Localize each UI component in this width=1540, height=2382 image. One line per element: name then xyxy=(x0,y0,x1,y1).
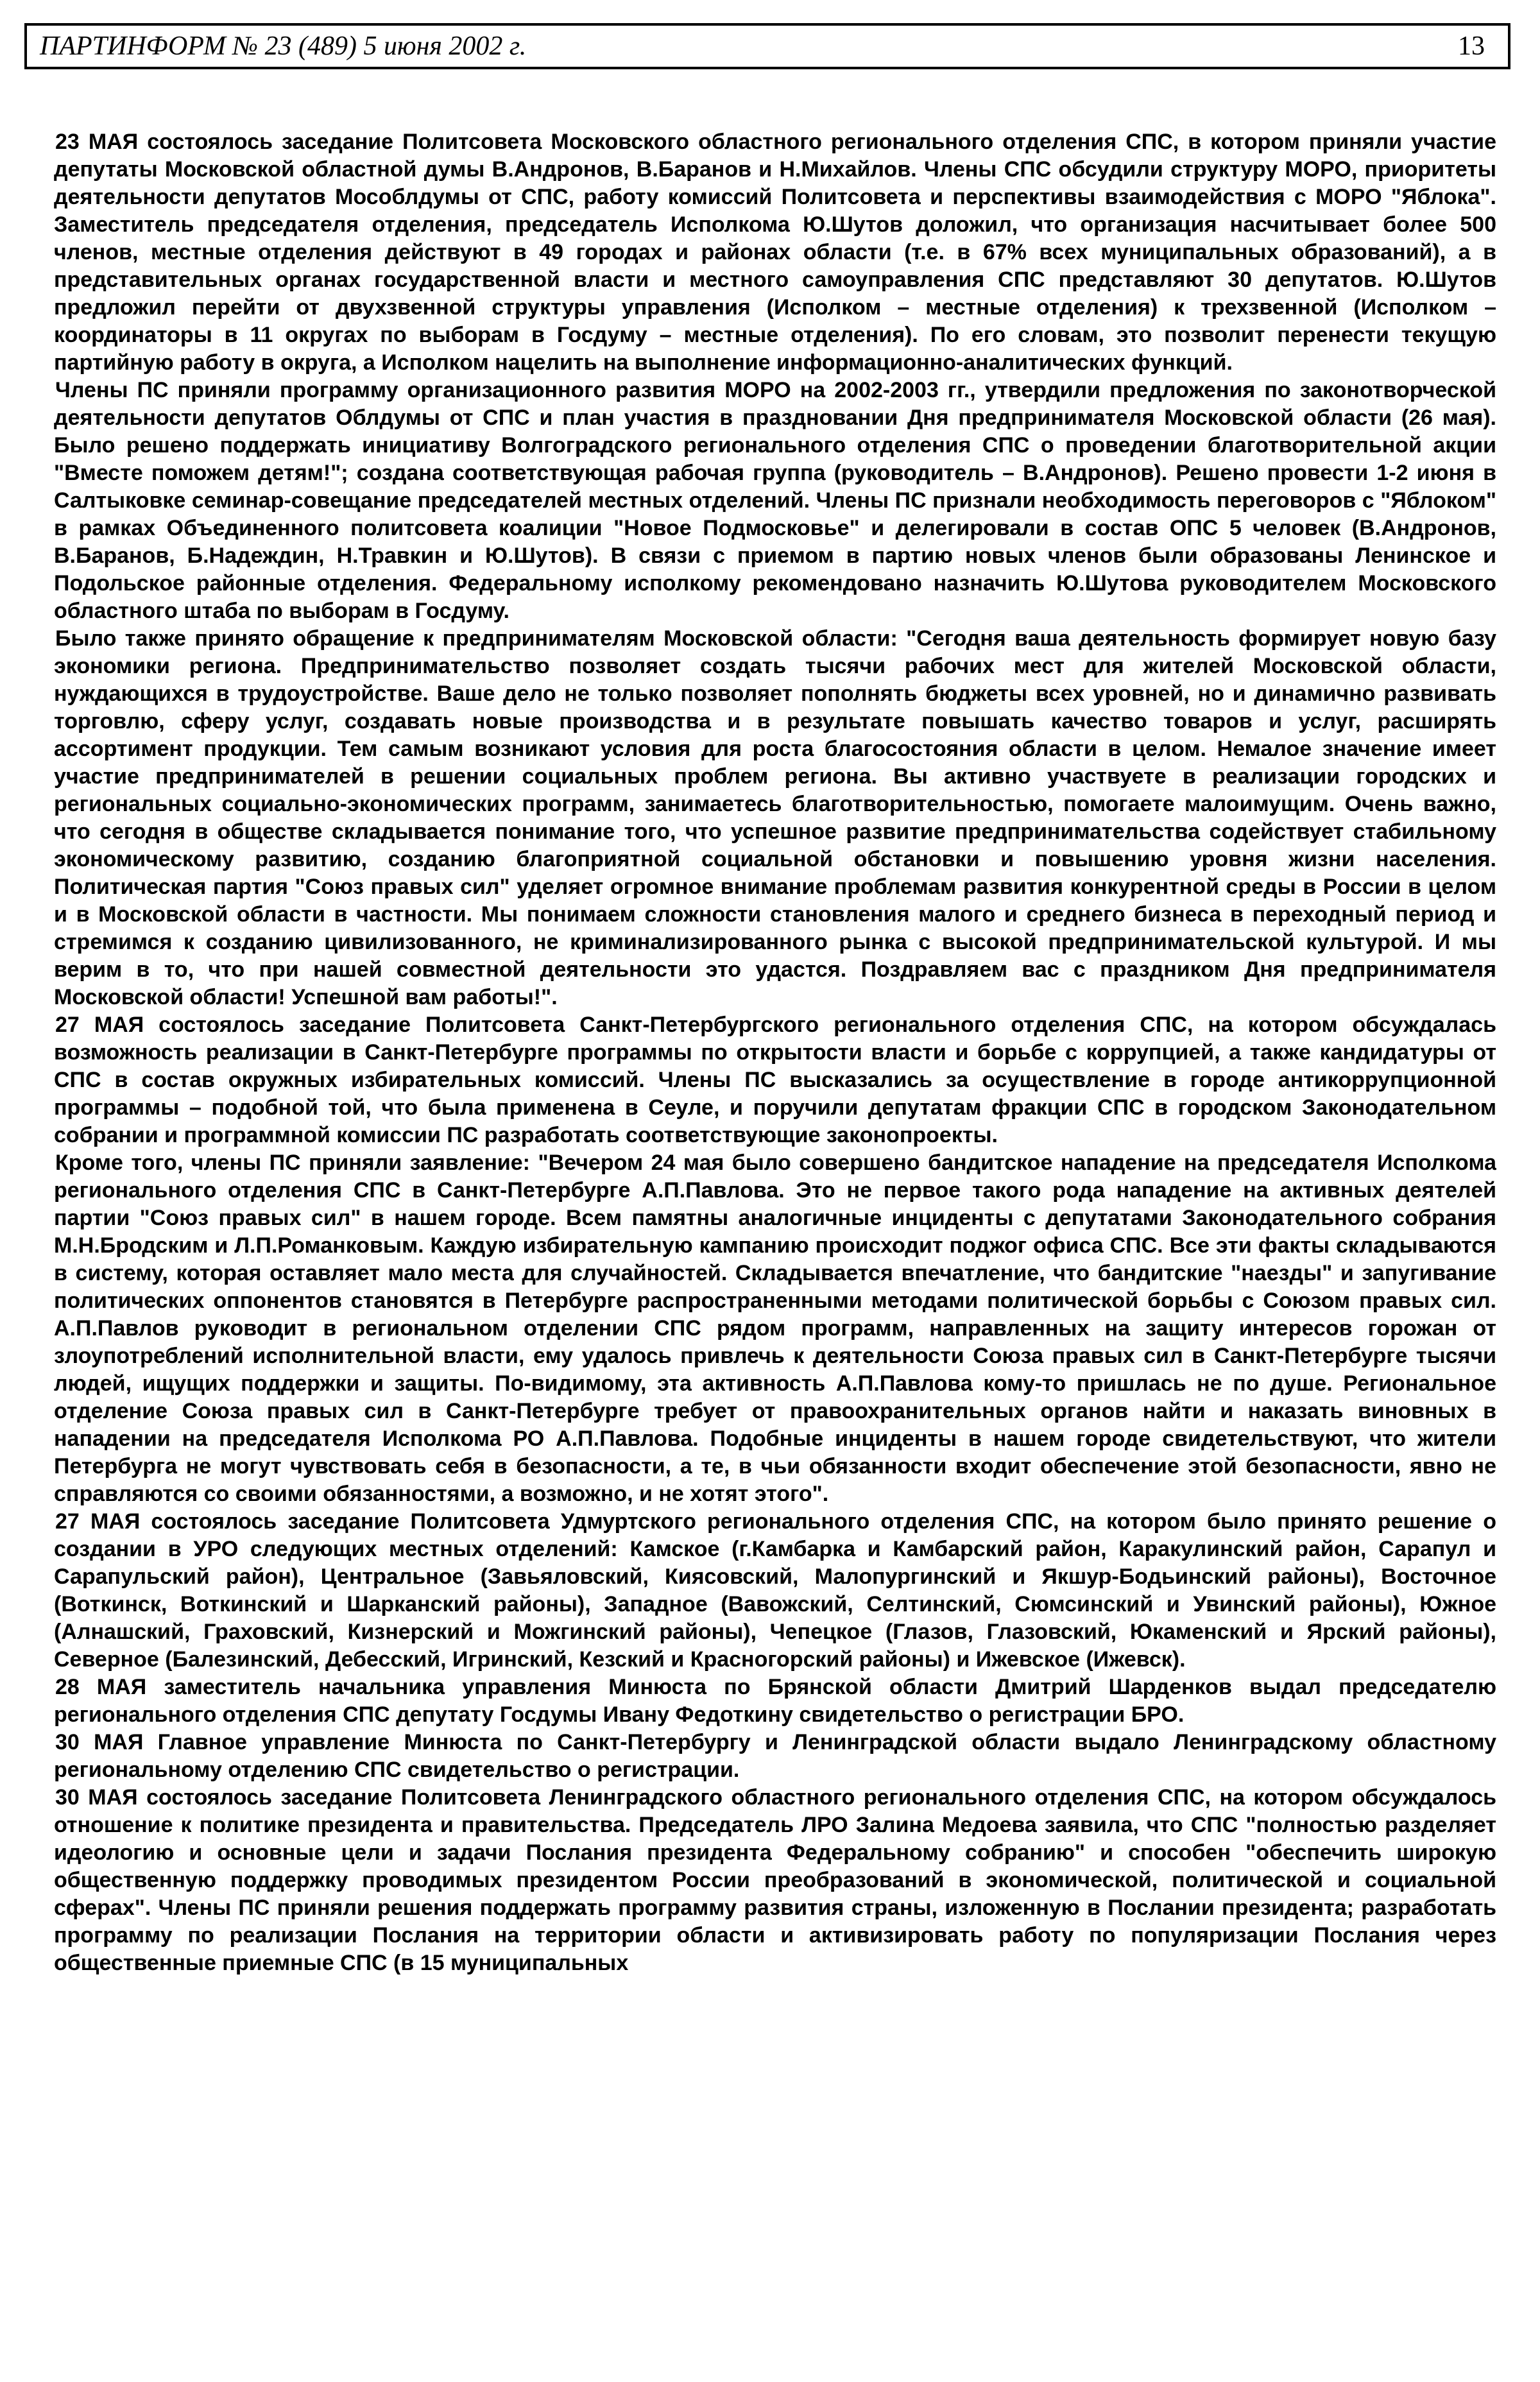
paragraph-udmurt-meeting: 27 МАЯ состоялось заседание Политсовета Удмуртского регионального отделения СПС, на котором было принято решение о создании в УРО следующих местных отделений: Камское (г.Камбарка и Камбарский район, Каракулинский район, Сарапул и Сарапульский район), Центральное (Завьяловский, Киясовский, Малопургинский и Якшур-Бодьинский районы), Восточное (Воткинск, Воткинский и Шарканский районы), Западное (Вавожский, Селтинский, Сюмсинский и Увинский районы), Южное (Алнашский, Граховский, Кизнерский и Можгинский районы), Чепецкое (Глазов, Глазовский, Юкаменский и Ярский районы), Северное (Балезинский, Дебесский, Игринский, Кезский и Красногорский районы) и Ижевское (Ижевск). xyxy=(54,1509,1496,1672)
paragraph-moscow-oblast-meeting: 23 МАЯ состоялось заседание Политсовета Московского областного регионального отделения СПС, в котором приняли участие депутаты Московской областной думы В.Андронов, В.Баранов и Н.Михайлов. Члены СПС обсудили структуру МОРО, приоритеты деятельности депутатов Мособлдумы от СПС, работу комиссий Политсовета и перспективы взаимодействия с МОРО "Яблока". Заместитель председателя отделения, председатель Исполкома Ю.Шутов доложил, что организация насчитывает более 500 членов, местные отделения действуют в 49 городах и районах области (т.е. в 67% всех муниципальных образований), а в представительных органах государственной власти и местного самоуправления СПС представляют 30 депутатов. Ю.Шутов предложил перейти от двухзвенной структуры управления (Исполком – местные отделения) к трехзвенной (Исполком – координаторы в 11 округах по выборам в Госдуму – местные отделения). По его словам, это позволит перенести текущую партийную работу в округа, а Исполком нацелить на выполнение информационно-аналитических функций. xyxy=(54,130,1496,375)
paragraph-bryansk-registration: 28 МАЯ заместитель начальника управления Минюста по Брянской области Дмитрий Шарденков выдал председателю регионального отделения СПС депутату Госдумы Ивану Федоткину свидетельство о регистрации БРО. xyxy=(54,1675,1496,1727)
article-body xyxy=(54,128,1496,2361)
page-number: 13 xyxy=(1458,31,1485,61)
paragraph-leningrad-meeting: 30 МАЯ состоялось заседание Политсовета Ленинградского областного регионального отделения СПС, на котором обсуждалось отношение к политике президента и правительства. Председатель ЛРО Залина Медоева заявила, что СПС "полностью разделяет идеологию и основные цели и задачи Послания президента Федеральному собранию" и способен "обеспечить широкую общественную поддержку проводимых президентом России преобразований в экономической, политической и социальной сферах". Члены ПС приняли решения поддержать программу развития страны, изложенную в Послании президента; разработать программу по реализации Послания на территории области и активизировать работу по популяризации Послания через общественные приемные СПС (в 15 муниципальных xyxy=(54,1785,1496,1975)
paragraph-moscow-oblast-decisions: Члены ПС приняли программу организационного развития МОРО на 2002-2003 гг., утвердили предложения по законотворческой деятельности депутатов Облдумы от СПС и план участия в праздновании Дня предпринимателя Московской области (26 мая). Было решено поддержать инициативу Волгоградского регионального отделения СПС о проведении благотворительной акции "Вместе поможем детям!"; создана соответствующая рабочая группа (руководитель – В.Андронов). Решено провести 1-2 июня в Салтыковке семинар-совещание председателей местных отделений. Члены ПС признали необходимость переговоров с "Яблоком" в рамках Объединенного политсовета коалиции "Новое Подмосковье" и делегировали в состав ОПС 5 человек (В.Андронов, В.Баранов, Б.Надеждин, Н.Травкин и Ю.Шутов). В связи с приемом в партию новых членов были образованы Ленинское и Подольское районные отделения. Федеральному исполкому рекомендовано назначить Ю.Шутова руководителем Московского областного штаба по выборам в Госдуму. xyxy=(54,378,1496,623)
paragraph-spb-statement: Кроме того, члены ПС приняли заявление: "Вечером 24 мая было совершено бандитское нападение на председателя Исполкома регионального отделения СПС в Санкт-Петербурге А.П.Павлова. Это не первое такого рода нападение на активных деятелей партии "Союз правых сил" в нашем городе. Всем памятны аналогичные инциденты с депутатами Законодательного собрания М.Н.Бродским и Л.П.Романковым. Каждую избирательную кампанию происходит поджог офиса СПС. Все эти факты складываются в систему, которая оставляет мало места для случайностей. Складывается впечатление, что бандитские "наезды" и запугивание политических оппонентов становятся в Петербурге распространенными методами политической борьбы с Союзом правых сил. А.П.Павлов руководит в региональном отделении СПС рядом программ, направленных на защиту интересов горожан от злоупотреблений исполнительной власти, ему удалось привлечь к деятельности Союза правых сил в Санкт-Петербурге тысячи людей, ищущих поддержки и защиты. По-видимому, эта активность А.П.Павлова кому-то пришлась не по душе. Региональное отделение Союза правых сил в Санкт-Петербурге требует от правоохранительных органов найти и наказать виновных в нападении на председателя Исполкома РО А.П.Павлова. Подобные инциденты в нашем городе свидетельствуют, что жители Петербурга не могут чувствовать себя в безопасности, а те, в чьи обязанности входит обеспечение этой безопасности, явно не справляются со своими обязанностями, а возможно, и не хотят этого". xyxy=(54,1151,1496,1506)
publication-title: ПАРТИНФОРМ № 23 (489) 5 июня 2002 г. xyxy=(40,31,527,61)
page-header xyxy=(24,23,1510,69)
paragraph-spb-meeting: 27 МАЯ состоялось заседание Политсовета Санкт-Петербургского регионального отделения СПС, на котором обсуждалась возможность реализации в Санкт-Петербурге программы по открытости власти и борьбе с коррупцией, а также кандидатуры от СПС в состав окружных избирательных комиссий. Члены ПС высказались за осуществление в городе антикоррупционной программы – подобной той, что была применена в Сеуле, и поручили депутатам фракции СПС в городском Законодательном собрании и программной комиссии ПС разработать соответствующие законопроекты. xyxy=(54,1013,1496,1147)
paragraph-entrepreneurs-appeal: Было также принято обращение к предпринимателям Московской области: "Сегодня ваша деятельность формирует новую базу экономики региона. Предпринимательство позволяет создать тысячи рабочих мест для жителей Московской области, нуждающихся в трудоустройстве. Ваше дело не только позволяет пополнять бюджеты всех уровней, но и динамично развивать торговлю, сферу услуг, создавать новые производства и в результате повышать качество товаров и услуг, расширять ассортимент продукции. Тем самым возникают условия для роста благосостояния области в целом. Немалое значение имеет участие предпринимателей в решении социальных проблем региона. Вы активно участвуете в реализации городских и региональных социально-экономических программ, занимаетесь благотворительностью, помогаете малоимущим. Очень важно, что сегодня в обществе складывается понимание того, что успешное развитие предпринимательства содействует стабильному экономическому развитию, созданию благоприятной социальной обстановки и повышению уровня жизни населения. Политическая партия "Союз правых сил" уделяет огромное внимание проблемам развития конкурентной среды в России в целом и в Московской области в частности. Мы понимаем сложности становления малого и среднего бизнеса в переходный период и стремимся к созданию цивилизованного, не криминализированного рынка с высокой предпринимательской культурой. И мы верим в то, что при нашей совместной деятельности это удастся. Поздравляем вас с праздником Дня предпринимателя Московской области! Успешной вам работы!". xyxy=(54,626,1496,1009)
paragraph-leningrad-registration: 30 МАЯ Главное управление Минюста по Санкт-Петербургу и Ленинградской области выдало Ленинградскому областному региональному отделению СПС свидетельство о регистрации. xyxy=(54,1730,1496,1782)
